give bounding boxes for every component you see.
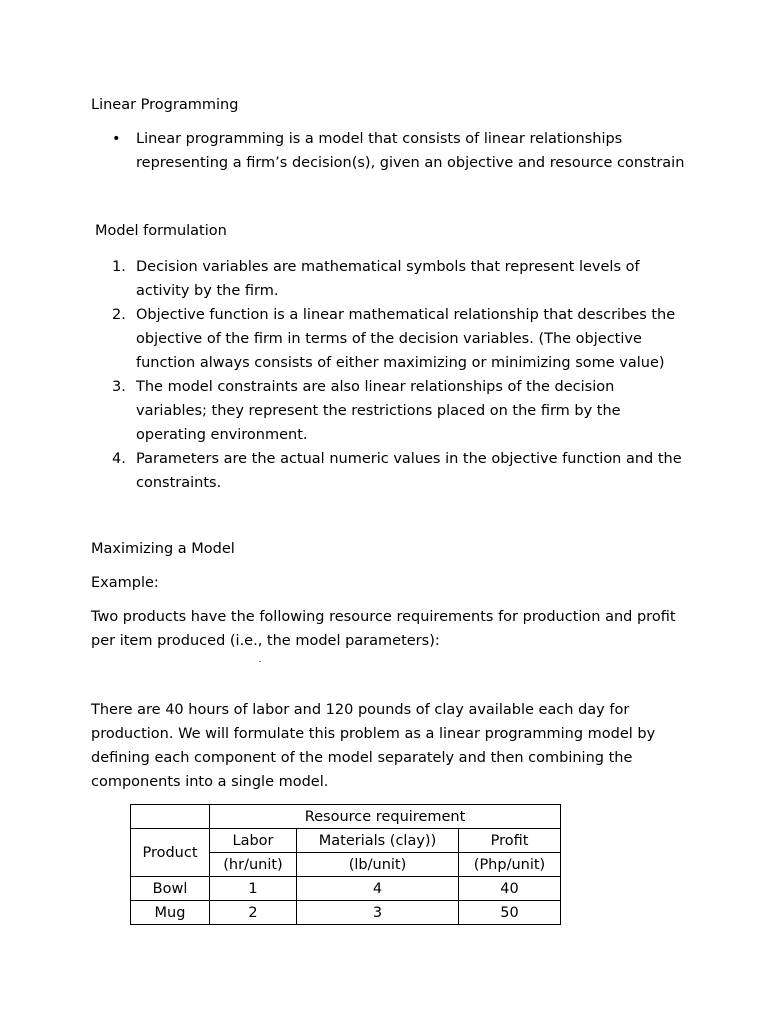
paragraph-labor-clay: There are 40 hours of labor and 120 pounds of clay available each day for production. We will formulate this problem as a linear programming model by defining each component of the model separately and then combining the components into a single model.	[91, 702, 656, 790]
table-cell-profit: 50	[459, 901, 561, 925]
example-label: Example:	[91, 575, 159, 591]
list-text: Parameters are the actual numeric values in the objective function and the constraints.	[136, 451, 682, 491]
table-header-materials: Materials (clay))	[297, 829, 459, 853]
numbered-list	[112, 255, 682, 495]
stray-dot	[259, 661, 261, 662]
table-unit-profit: (Php/unit)	[459, 853, 561, 877]
list-text: The model constraints are also linear relationships of the decision variables; they represent the restrictions placed on the firm by the operating environment.	[136, 379, 621, 443]
list-number: 3.	[112, 379, 126, 395]
table-cell-materials: 4	[297, 877, 459, 901]
table-cell-empty	[131, 805, 210, 829]
heading-model-formulation: Model formulation	[95, 223, 227, 239]
bullet-icon: •	[112, 131, 121, 147]
list-number: 2.	[112, 307, 126, 323]
bullet-text: Linear programming is a model that consists of linear relationships representing a firm’s decision(s), given an objective and resource constrain	[136, 131, 685, 171]
paragraph-resource-requirements: Two products have the following resource requirements for production and profit per item produced (i.e., the model parameters):	[91, 609, 676, 649]
list-number: 4.	[112, 451, 126, 467]
resource-table	[130, 804, 561, 925]
table-cell-labor: 1	[210, 877, 297, 901]
table-row	[131, 901, 561, 925]
table-header-product: Product	[131, 829, 210, 877]
table-cell-profit: 40	[459, 877, 561, 901]
table-header-profit: Profit	[459, 829, 561, 853]
table-unit-materials: (lb/unit)	[297, 853, 459, 877]
table-cell-materials: 3	[297, 901, 459, 925]
table-header-labor: Labor	[210, 829, 297, 853]
heading-linear-programming: Linear Programming	[91, 97, 239, 113]
table-row	[131, 877, 561, 901]
table-cell-product: Mug	[131, 901, 210, 925]
list-item	[112, 447, 682, 495]
table-cell-product: Bowl	[131, 877, 210, 901]
table-cell-labor: 2	[210, 901, 297, 925]
table-unit-labor: (hr/unit)	[210, 853, 297, 877]
table-group-header: Resource requirement	[210, 805, 561, 829]
list-item	[112, 375, 682, 447]
list-text: Objective function is a linear mathematical relationship that describes the objective of the firm in terms of the decision variables. (The objective function always consists of either maximizing or minimizing some value)	[136, 307, 676, 371]
list-item	[112, 303, 682, 375]
list-item	[112, 255, 682, 303]
list-number: 1.	[112, 259, 126, 275]
heading-maximizing-model: Maximizing a Model	[91, 541, 235, 557]
list-text: Decision variables are mathematical symbols that represent levels of activity by the firm.	[136, 259, 640, 299]
